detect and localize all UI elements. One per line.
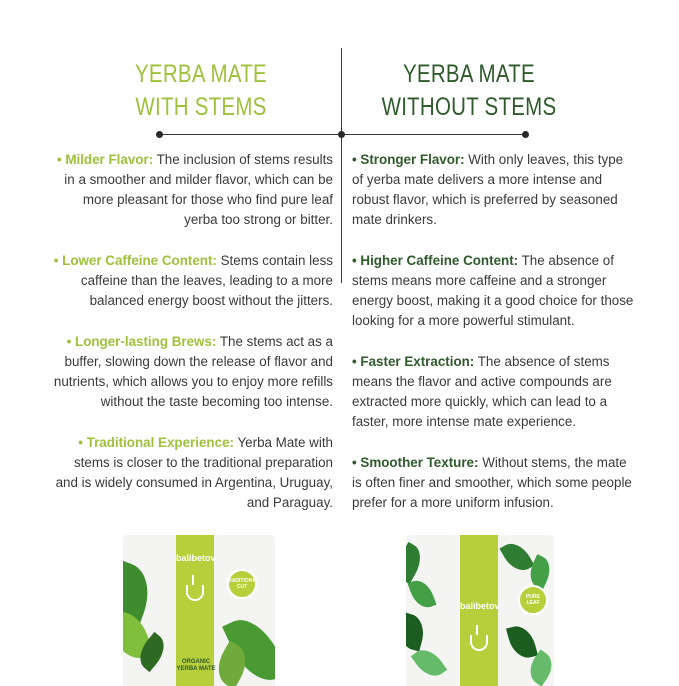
leaf-decoration	[406, 542, 428, 584]
benefit-title: • Traditional Experience:	[78, 435, 234, 450]
benefit-item	[48, 150, 333, 230]
with-stems-column	[48, 150, 333, 534]
benefit-title: • Faster Extraction:	[352, 354, 475, 369]
logo-mark	[192, 575, 194, 585]
benefit-text: The absence of stems means the flavor and active compounds are extracted more quickly, which can lead to a faster, more intense mate experience.	[352, 354, 612, 429]
badge: TRADITIONAL CUT	[227, 569, 257, 599]
badge: PURE LEAF	[518, 585, 548, 615]
benefit-text: Without stems, the mate is often finer and smoother, which some people prefer for a more uniform infusion.	[352, 455, 632, 510]
benefit-text: Stems contain less caffeine than the leaves, leading to a more balanced energy boost without the jitters.	[80, 253, 333, 308]
logo-smile	[186, 585, 204, 601]
benefit-title: • Lower Caffeine Content:	[53, 253, 217, 268]
heading-line: WITH STEMS	[135, 93, 267, 121]
vertical-divider	[341, 48, 342, 283]
benefit-title: • Longer-lasting Brews:	[66, 334, 217, 349]
benefit-text: The absence of stems means more caffeine and a stronger energy boost, making it a good choice for those looking for a more powerful stimulant.	[352, 253, 634, 328]
benefit-title: • Stronger Flavor:	[352, 152, 465, 167]
package-without-stems-image	[406, 535, 554, 686]
heading-with-stems	[103, 58, 300, 124]
divider-dot-center	[338, 131, 345, 138]
benefit-text: The inclusion of stems results in a smoother and milder flavor, which can be more pleasant for those who find pure leaf yerba too strong or bitter.	[64, 152, 333, 227]
benefit-item	[48, 332, 333, 412]
heading-line: YERBA MATE	[135, 60, 267, 88]
heading-without-stems	[371, 58, 568, 124]
heading-line: YERBA MATE	[403, 60, 535, 88]
brand-logo: balibetov	[176, 553, 216, 563]
divider-dot-right	[522, 131, 529, 138]
benefit-item	[48, 433, 333, 513]
divider-dot-left	[156, 131, 163, 138]
benefit-item	[48, 251, 333, 311]
benefit-text: Yerba Mate with stems is closer to the traditional preparation and is widely consumed in Argentina, Uruguay, and Paraguay.	[55, 435, 333, 510]
package-with-stems-image	[123, 535, 275, 686]
benefit-text: With only leaves, this type of yerba mate delivers a more intense and robust flavor, which is preferred by seasoned mate drinkers.	[352, 152, 624, 227]
without-stems-column	[352, 150, 637, 534]
brand-logo: balibetov	[460, 601, 500, 611]
benefit-item	[352, 453, 637, 513]
leaf-decoration	[506, 622, 538, 661]
leaf-decoration	[406, 612, 428, 651]
benefit-item	[352, 150, 637, 230]
benefit-item	[352, 352, 637, 432]
leaf-decoration	[499, 538, 534, 577]
benefit-title: • Smoother Texture:	[352, 455, 479, 470]
heading-line: WITHOUT STEMS	[381, 93, 557, 121]
leaf-decoration	[407, 576, 436, 611]
package-label: ORGANIC YERBA MATE	[176, 659, 216, 672]
logo-smile	[470, 635, 488, 651]
brand-band	[460, 535, 498, 686]
benefit-title: • Higher Caffeine Content:	[352, 253, 519, 268]
benefit-title: • Milder Flavor:	[56, 152, 154, 167]
benefit-text: The stems act as a buffer, slowing down the release of flavor and nutrients, which allows you to enjoy more refills without the taste becoming too intense.	[53, 334, 333, 409]
logo-mark	[476, 625, 478, 635]
benefit-item	[352, 251, 637, 331]
